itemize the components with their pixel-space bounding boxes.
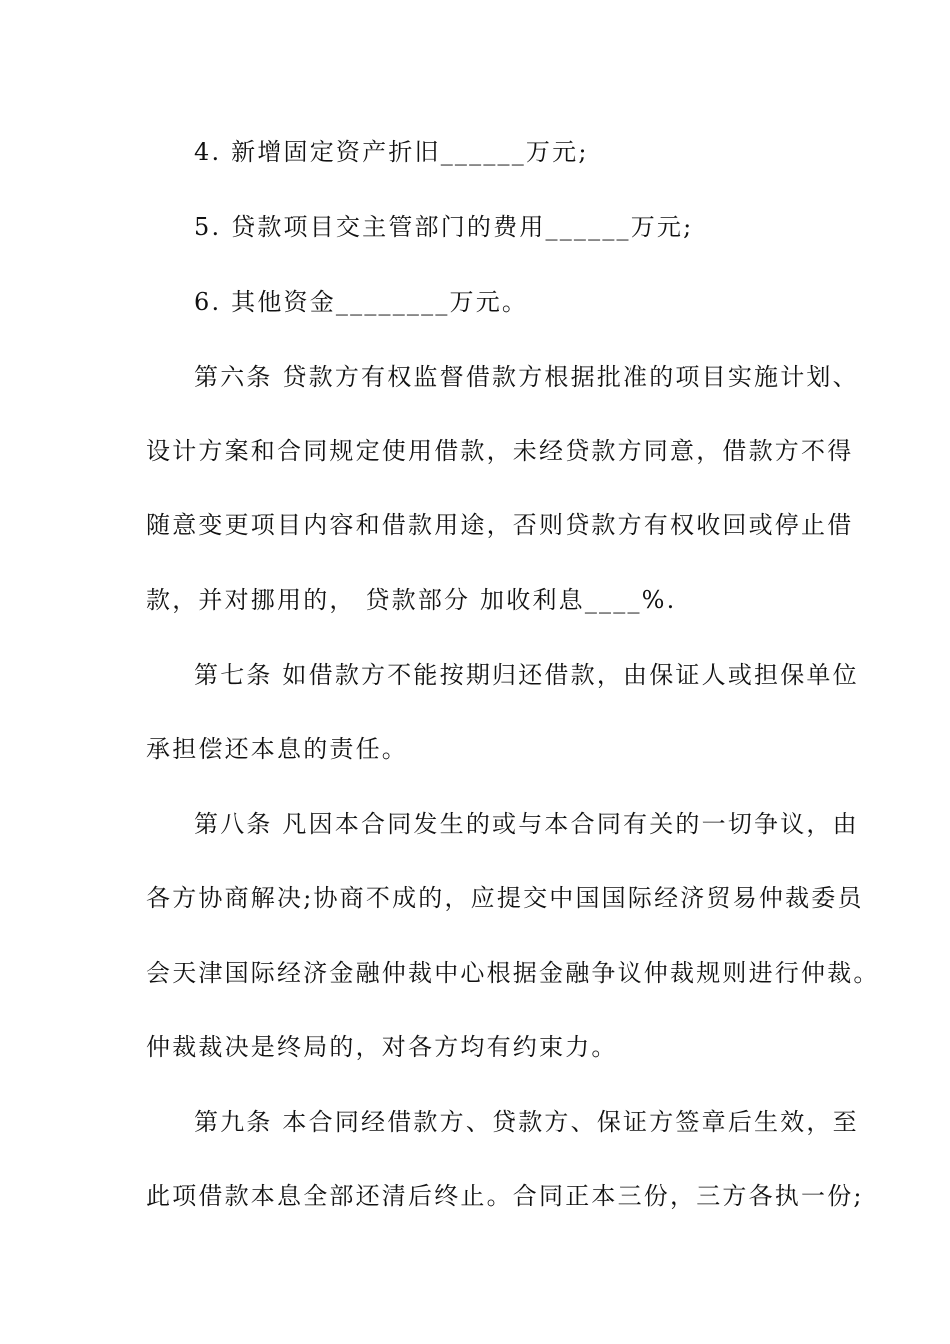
article-8-line-4: 仲裁裁决是终局的，对各方均有约束力。 <box>146 1033 618 1061</box>
article-6-line-2: 设计方案和合同规定使用借款，未经贷款方同意，借款方不得 <box>146 437 854 465</box>
article-7-line-1: 第七条 如借款方不能按期归还借款，由保证人或担保单位 <box>194 661 859 689</box>
item-6-other-funds: 6. 其他资金________万元。 <box>194 288 529 316</box>
article-6-line-3: 随意变更项目内容和借款用途，否则贷款方有权收回或停止借 <box>146 511 854 539</box>
article-8-line-2: 各方协商解决;协商不成的，应提交中国国际经济贸易仲裁委员 <box>146 884 864 912</box>
article-9-line-1: 第九条 本合同经借款方、贷款方、保证方签章后生效，至 <box>194 1108 859 1136</box>
article-9-line-2: 此项借款本息全部还清后终止。合同正本三份，三方各执一份; <box>146 1182 864 1210</box>
article-8-line-3: 会天津国际经济金融仲裁中心根据金融争议仲裁规则进行仲裁。 <box>146 959 880 987</box>
article-6-line-4: 款，并对挪用的， 贷款部分 加收利息____%. <box>146 586 677 614</box>
item-5-fees: 5. 贷款项目交主管部门的费用______万元; <box>194 213 694 241</box>
article-6-line-1: 第六条 贷款方有权监督借款方根据批准的项目实施计划、 <box>194 363 859 391</box>
article-8-line-1: 第八条 凡因本合同发生的或与本合同有关的一切争议，由 <box>194 810 859 838</box>
item-4-depreciation: 4. 新增固定资产折旧______万元; <box>194 138 589 166</box>
article-7-line-2: 承担偿还本息的责任。 <box>146 735 408 763</box>
